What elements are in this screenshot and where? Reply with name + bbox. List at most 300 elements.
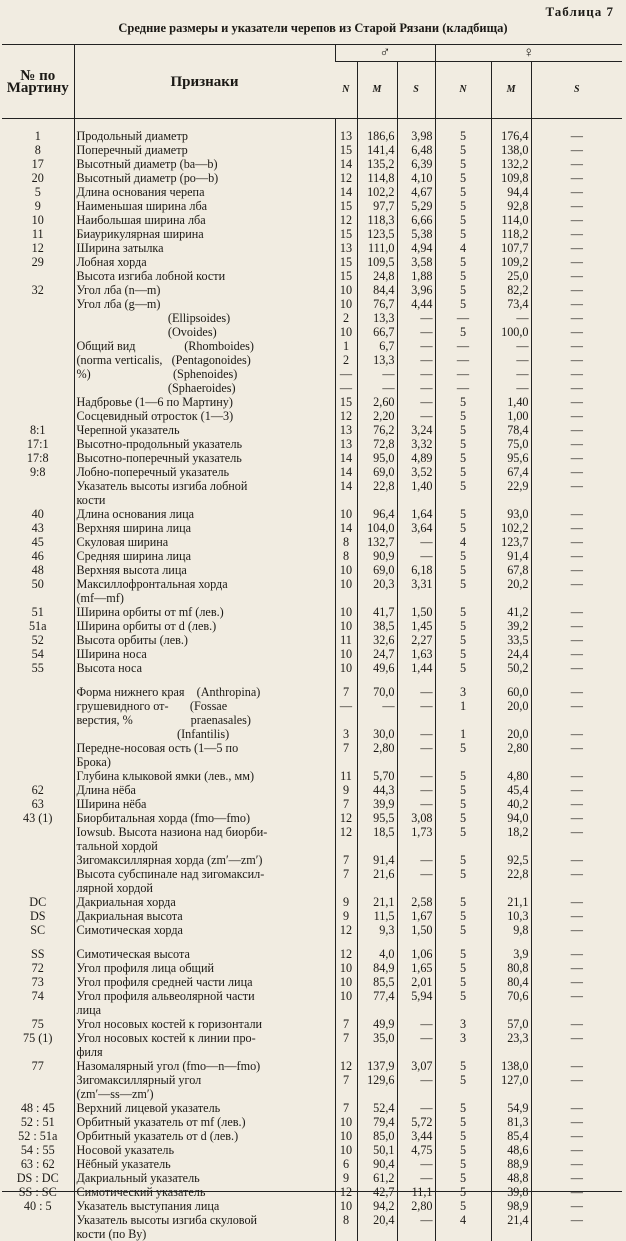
cell-m2: 94,0 bbox=[491, 811, 531, 825]
cell-s2: — bbox=[531, 1171, 622, 1185]
cell-no: 43 bbox=[2, 521, 74, 535]
cell-n1: 12 bbox=[335, 923, 357, 937]
cell-m2: — bbox=[491, 339, 531, 353]
cell-m2: 82,2 bbox=[491, 283, 531, 297]
cell-s2: — bbox=[531, 577, 622, 591]
cell-s1: 3,98 bbox=[397, 129, 435, 143]
spacer-cell bbox=[435, 119, 491, 130]
cell-m1: 13,3 bbox=[357, 311, 397, 325]
cell-n1: 13 bbox=[335, 129, 357, 143]
cell-m2 bbox=[491, 881, 531, 895]
cell-label: Симотическая высота bbox=[74, 947, 335, 961]
cell-s2: — bbox=[531, 255, 622, 269]
cell-s2: — bbox=[531, 549, 622, 563]
cell-label: Верхняя высота лица bbox=[74, 563, 335, 577]
cell-label: Длина основания черепа bbox=[74, 185, 335, 199]
header-female-m: M bbox=[491, 62, 531, 119]
cell-label: Надбровье (1—6 по Мартину) bbox=[74, 395, 335, 409]
cell-m1: 90,4 bbox=[357, 1157, 397, 1171]
cell-n2: 5 bbox=[435, 1129, 491, 1143]
cell-s1 bbox=[397, 1045, 435, 1059]
cell-s1: 6,48 bbox=[397, 143, 435, 157]
cell-m1: 61,2 bbox=[357, 1171, 397, 1185]
table-row bbox=[2, 797, 622, 811]
cell-no bbox=[2, 1045, 74, 1059]
cell-s2: — bbox=[531, 1059, 622, 1073]
cell-s2: — bbox=[531, 367, 622, 381]
cell-s1: 1,88 bbox=[397, 269, 435, 283]
cell-s2 bbox=[531, 755, 622, 769]
cell-m1 bbox=[357, 1227, 397, 1241]
table-row bbox=[2, 1045, 622, 1059]
cell-m1: 41,7 bbox=[357, 605, 397, 619]
cell-no: 12 bbox=[2, 241, 74, 255]
spacer-cell bbox=[531, 937, 622, 947]
spacer-cell bbox=[74, 675, 335, 685]
cell-m2: 109,2 bbox=[491, 255, 531, 269]
cell-no: 17:8 bbox=[2, 451, 74, 465]
cell-label: Угол носовых костей к горизонтали bbox=[74, 1017, 335, 1031]
cell-no: 74 bbox=[2, 989, 74, 1003]
cell-label: Угол носовых костей к линии про- bbox=[74, 1031, 335, 1045]
cell-m1: 66,7 bbox=[357, 325, 397, 339]
cell-m1: 44,3 bbox=[357, 783, 397, 797]
cell-m1: 69,0 bbox=[357, 563, 397, 577]
cell-no: 48 : 45 bbox=[2, 1101, 74, 1115]
cell-n2: 5 bbox=[435, 961, 491, 975]
table-row bbox=[2, 381, 622, 395]
cell-s1: 3,07 bbox=[397, 1059, 435, 1073]
cell-n1: 15 bbox=[335, 199, 357, 213]
cell-n2: 5 bbox=[435, 437, 491, 451]
cell-n1: 14 bbox=[335, 185, 357, 199]
cell-m1: 76,2 bbox=[357, 423, 397, 437]
cell-no bbox=[2, 769, 74, 783]
cell-n2: 5 bbox=[435, 213, 491, 227]
cell-n2: 5 bbox=[435, 1101, 491, 1115]
cell-s2: — bbox=[531, 213, 622, 227]
cell-label: Носовой указатель bbox=[74, 1143, 335, 1157]
cell-label: Лобная хорда bbox=[74, 255, 335, 269]
cell-label: (norma verticalis, (Pentagonoides) bbox=[74, 353, 335, 367]
cell-m2: 40,2 bbox=[491, 797, 531, 811]
cell-m1 bbox=[357, 1045, 397, 1059]
cell-n1: 15 bbox=[335, 255, 357, 269]
cell-m2: 22,9 bbox=[491, 479, 531, 493]
cell-s1: 5,72 bbox=[397, 1115, 435, 1129]
cell-no bbox=[2, 381, 74, 395]
cell-n1: 7 bbox=[335, 853, 357, 867]
cell-label: Высота носа bbox=[74, 661, 335, 675]
cell-label: Максиллофронтальная хорда bbox=[74, 577, 335, 591]
cell-n2 bbox=[435, 1227, 491, 1241]
cell-m1: 39,9 bbox=[357, 797, 397, 811]
cell-no bbox=[2, 311, 74, 325]
cell-n2 bbox=[435, 755, 491, 769]
cell-n2 bbox=[435, 1003, 491, 1017]
table-row bbox=[2, 647, 622, 661]
cell-n1 bbox=[335, 493, 357, 507]
cell-n1: 14 bbox=[335, 451, 357, 465]
cell-label: Биаурикулярная ширина bbox=[74, 227, 335, 241]
table-row bbox=[2, 1017, 622, 1031]
cell-s1: — bbox=[397, 1073, 435, 1087]
cell-n1: 7 bbox=[335, 797, 357, 811]
cell-n1 bbox=[335, 713, 357, 727]
cell-n1: 10 bbox=[335, 507, 357, 521]
cell-n2: 5 bbox=[435, 255, 491, 269]
cell-no: 52 : 51a bbox=[2, 1129, 74, 1143]
spacer-cell bbox=[531, 675, 622, 685]
cell-m2: 92,5 bbox=[491, 853, 531, 867]
cell-n1: 10 bbox=[335, 297, 357, 311]
cell-no: 1 bbox=[2, 129, 74, 143]
cell-no: 32 bbox=[2, 283, 74, 297]
cell-no: 5 bbox=[2, 185, 74, 199]
cell-m2: 18,2 bbox=[491, 825, 531, 839]
table-row bbox=[2, 283, 622, 297]
cell-n2 bbox=[435, 839, 491, 853]
cell-m1: 38,5 bbox=[357, 619, 397, 633]
table-row bbox=[2, 367, 622, 381]
cell-n2 bbox=[435, 493, 491, 507]
cell-s2: — bbox=[531, 311, 622, 325]
cell-n2: 5 bbox=[435, 895, 491, 909]
cell-n2: 5 bbox=[435, 227, 491, 241]
cell-n1: 12 bbox=[335, 1059, 357, 1073]
cell-m1: 186,6 bbox=[357, 129, 397, 143]
table-row bbox=[2, 1059, 622, 1073]
cell-m1: 32,6 bbox=[357, 633, 397, 647]
cell-s2: — bbox=[531, 283, 622, 297]
cell-n2: 5 bbox=[435, 975, 491, 989]
cell-s2: — bbox=[531, 699, 622, 713]
cell-m2: 20,0 bbox=[491, 727, 531, 741]
table-row bbox=[2, 619, 622, 633]
cell-n2: 4 bbox=[435, 1213, 491, 1227]
cell-s1 bbox=[397, 755, 435, 769]
cell-n2: — bbox=[435, 381, 491, 395]
spacer-cell bbox=[335, 937, 357, 947]
table-row bbox=[2, 311, 622, 325]
cell-n2: 5 bbox=[435, 923, 491, 937]
cell-s1: — bbox=[397, 1031, 435, 1045]
cell-n1: 13 bbox=[335, 241, 357, 255]
cell-n2: 1 bbox=[435, 699, 491, 713]
cell-m1: 70,0 bbox=[357, 685, 397, 699]
cell-m2 bbox=[491, 1003, 531, 1017]
table-row bbox=[2, 1171, 622, 1185]
cell-m2: 67,8 bbox=[491, 563, 531, 577]
cell-no bbox=[2, 1073, 74, 1087]
cell-s2 bbox=[531, 1227, 622, 1241]
cell-s2 bbox=[531, 881, 622, 895]
spacer-cell bbox=[397, 119, 435, 130]
cell-no: 40 bbox=[2, 507, 74, 521]
cell-m2: 50,2 bbox=[491, 661, 531, 675]
table-row bbox=[2, 1115, 622, 1129]
cell-s1: 4,44 bbox=[397, 297, 435, 311]
table-row bbox=[2, 395, 622, 409]
cell-no: 51 bbox=[2, 605, 74, 619]
cell-s1: 6,66 bbox=[397, 213, 435, 227]
cell-label: (Infantilis) bbox=[74, 727, 335, 741]
cell-label: Зигомаксиллярная хорда (zm′—zm′) bbox=[74, 853, 335, 867]
cell-m2: 39,8 bbox=[491, 1185, 531, 1199]
cell-n2: 5 bbox=[435, 605, 491, 619]
cell-n1 bbox=[335, 1227, 357, 1241]
cell-label: Симотический указатель bbox=[74, 1185, 335, 1199]
cell-s2: — bbox=[531, 143, 622, 157]
cell-n1 bbox=[335, 755, 357, 769]
cell-m2: 80,8 bbox=[491, 961, 531, 975]
table-row bbox=[2, 881, 622, 895]
cell-m2 bbox=[491, 1045, 531, 1059]
cell-label: Высотно-поперечный указатель bbox=[74, 451, 335, 465]
cell-s2: — bbox=[531, 325, 622, 339]
cell-m1: 135,2 bbox=[357, 157, 397, 171]
cell-n1: 12 bbox=[335, 171, 357, 185]
cell-m2: 4,80 bbox=[491, 769, 531, 783]
cell-m2: 109,8 bbox=[491, 171, 531, 185]
cell-s2: — bbox=[531, 1143, 622, 1157]
spacer-cell bbox=[74, 937, 335, 947]
cell-s2 bbox=[531, 713, 622, 727]
cell-n1: 10 bbox=[335, 647, 357, 661]
cell-m2 bbox=[491, 1087, 531, 1101]
cell-m1: 42,7 bbox=[357, 1185, 397, 1199]
cell-m1: 49,6 bbox=[357, 661, 397, 675]
cell-n2: 5 bbox=[435, 1073, 491, 1087]
cell-n2: 5 bbox=[435, 185, 491, 199]
cell-s1: — bbox=[397, 1213, 435, 1227]
table-row bbox=[2, 895, 622, 909]
table-row bbox=[2, 769, 622, 783]
cell-m1: 77,4 bbox=[357, 989, 397, 1003]
cell-s2: — bbox=[531, 563, 622, 577]
cell-m2: 107,7 bbox=[491, 241, 531, 255]
cell-s1: — bbox=[397, 727, 435, 741]
table-row bbox=[2, 839, 622, 853]
cell-s2: — bbox=[531, 507, 622, 521]
cell-m2: 95,6 bbox=[491, 451, 531, 465]
table-row bbox=[2, 699, 622, 713]
cell-m1: 85,5 bbox=[357, 975, 397, 989]
cell-m1: — bbox=[357, 699, 397, 713]
cell-s2: — bbox=[531, 339, 622, 353]
cell-n1: 10 bbox=[335, 961, 357, 975]
table-row bbox=[2, 713, 622, 727]
table-row bbox=[2, 129, 622, 143]
cell-s2: — bbox=[531, 685, 622, 699]
table-row bbox=[2, 297, 622, 311]
cell-s2: — bbox=[531, 909, 622, 923]
cell-n2: 3 bbox=[435, 1017, 491, 1031]
cell-n2: — bbox=[435, 339, 491, 353]
cell-s2: — bbox=[531, 1073, 622, 1087]
cell-m1: 5,70 bbox=[357, 769, 397, 783]
cell-label: Назомалярный угол (fmo—n—fmo) bbox=[74, 1059, 335, 1073]
table-row bbox=[2, 989, 622, 1003]
cell-s1: 3,44 bbox=[397, 1129, 435, 1143]
cell-no: SC bbox=[2, 923, 74, 937]
cell-s2: — bbox=[531, 1157, 622, 1171]
cell-label: верстия, % praenasales) bbox=[74, 713, 335, 727]
cell-n2: 5 bbox=[435, 1185, 491, 1199]
cell-s2: — bbox=[531, 895, 622, 909]
cell-s2: — bbox=[531, 783, 622, 797]
cell-n2: 5 bbox=[435, 507, 491, 521]
cell-label: Дакриальная высота bbox=[74, 909, 335, 923]
cell-m2: 23,3 bbox=[491, 1031, 531, 1045]
table-row bbox=[2, 535, 622, 549]
cell-no bbox=[2, 881, 74, 895]
cell-m2: 85,4 bbox=[491, 1129, 531, 1143]
table-row bbox=[2, 563, 622, 577]
cell-s1: 4,94 bbox=[397, 241, 435, 255]
table-row bbox=[2, 269, 622, 283]
cell-m2: 132,2 bbox=[491, 157, 531, 171]
table-row bbox=[2, 1227, 622, 1241]
cell-s1: 1,06 bbox=[397, 947, 435, 961]
cell-s2: — bbox=[531, 647, 622, 661]
cell-m2: 91,4 bbox=[491, 549, 531, 563]
table-row bbox=[2, 591, 622, 605]
cell-n1: 12 bbox=[335, 409, 357, 423]
cell-s1: 2,27 bbox=[397, 633, 435, 647]
cell-n2: 5 bbox=[435, 825, 491, 839]
cell-s2: — bbox=[531, 297, 622, 311]
header-female-s: S bbox=[531, 62, 622, 119]
cell-m2: 20,2 bbox=[491, 577, 531, 591]
cell-s1: 4,75 bbox=[397, 1143, 435, 1157]
cell-m2 bbox=[491, 713, 531, 727]
cell-s1: — bbox=[397, 535, 435, 549]
spacer-cell bbox=[491, 119, 531, 130]
cell-s1: 2,01 bbox=[397, 975, 435, 989]
cell-m1: 24,7 bbox=[357, 647, 397, 661]
cell-m1: 79,4 bbox=[357, 1115, 397, 1129]
cell-s2: — bbox=[531, 269, 622, 283]
cell-m1: 95,5 bbox=[357, 811, 397, 825]
cell-m1: 72,8 bbox=[357, 437, 397, 451]
cell-n2: 5 bbox=[435, 269, 491, 283]
table-row bbox=[2, 339, 622, 353]
cell-n2: 5 bbox=[435, 1115, 491, 1129]
cell-s2: — bbox=[531, 227, 622, 241]
header-male-m: M bbox=[357, 62, 397, 119]
cell-m2 bbox=[491, 493, 531, 507]
cell-m1: 2,20 bbox=[357, 409, 397, 423]
cell-no bbox=[2, 1003, 74, 1017]
cell-s1: 3,32 bbox=[397, 437, 435, 451]
cell-n2: 5 bbox=[435, 465, 491, 479]
cell-s2: — bbox=[531, 989, 622, 1003]
cell-s1 bbox=[397, 881, 435, 895]
cell-m2: 176,4 bbox=[491, 129, 531, 143]
cell-label: кости (по Ву) bbox=[74, 1227, 335, 1241]
cell-n2: 5 bbox=[435, 143, 491, 157]
cell-s1: 6,18 bbox=[397, 563, 435, 577]
cell-label: Высота субспинале над зигомаксил- bbox=[74, 867, 335, 881]
cell-m1: 111,0 bbox=[357, 241, 397, 255]
cell-m2 bbox=[491, 591, 531, 605]
cell-n1: 2 bbox=[335, 311, 357, 325]
cell-no bbox=[2, 685, 74, 699]
cell-n2: 5 bbox=[435, 423, 491, 437]
cell-n2: 5 bbox=[435, 647, 491, 661]
cell-s1: 1,44 bbox=[397, 661, 435, 675]
cell-m1: 22,8 bbox=[357, 479, 397, 493]
cell-s1: 3,58 bbox=[397, 255, 435, 269]
cell-s1: 4,67 bbox=[397, 185, 435, 199]
cell-s1: — bbox=[397, 339, 435, 353]
cell-no: 29 bbox=[2, 255, 74, 269]
cell-s2: — bbox=[531, 1101, 622, 1115]
cell-no bbox=[2, 741, 74, 755]
cell-n2: 5 bbox=[435, 577, 491, 591]
header-female-n: N bbox=[435, 62, 491, 119]
cell-no bbox=[2, 409, 74, 423]
cell-s2: — bbox=[531, 867, 622, 881]
cell-m2: 123,7 bbox=[491, 535, 531, 549]
header-feature: Признаки bbox=[74, 45, 335, 119]
cell-n2: 5 bbox=[435, 563, 491, 577]
cell-n2: 5 bbox=[435, 783, 491, 797]
cell-no: 50 bbox=[2, 577, 74, 591]
cell-s1: — bbox=[397, 1157, 435, 1171]
cell-n1: 7 bbox=[335, 867, 357, 881]
cell-n2: 5 bbox=[435, 409, 491, 423]
cell-n2: 5 bbox=[435, 1171, 491, 1185]
cell-n1: 7 bbox=[335, 1101, 357, 1115]
cell-no: 75 (1) bbox=[2, 1031, 74, 1045]
cell-label: Наименьшая ширина лба bbox=[74, 199, 335, 213]
table-row bbox=[2, 1101, 622, 1115]
cell-label: Зигомаксиллярный угол bbox=[74, 1073, 335, 1087]
cell-label: Симотическая хорда bbox=[74, 923, 335, 937]
cell-label: Биорбитальная хорда (fmo—fmo) bbox=[74, 811, 335, 825]
cell-no bbox=[2, 297, 74, 311]
cell-s1: 1,40 bbox=[397, 479, 435, 493]
cell-s1: — bbox=[397, 853, 435, 867]
cell-n1: 11 bbox=[335, 633, 357, 647]
cell-n2: 5 bbox=[435, 867, 491, 881]
cell-label: Указатель высоты изгиба скуловой bbox=[74, 1213, 335, 1227]
cell-n1: 10 bbox=[335, 283, 357, 297]
cell-s2: — bbox=[531, 521, 622, 535]
cell-no: 10 bbox=[2, 213, 74, 227]
cell-m2: 93,0 bbox=[491, 507, 531, 521]
cell-n2: 4 bbox=[435, 535, 491, 549]
cell-m1: 96,4 bbox=[357, 507, 397, 521]
cell-no: 45 bbox=[2, 535, 74, 549]
cell-m2: 94,4 bbox=[491, 185, 531, 199]
cell-n2: 5 bbox=[435, 283, 491, 297]
cell-n2: 5 bbox=[435, 297, 491, 311]
cell-label: Высотно-продольный указатель bbox=[74, 437, 335, 451]
cell-n2: 5 bbox=[435, 1059, 491, 1073]
cell-s2: — bbox=[531, 171, 622, 185]
cell-s1: 1,45 bbox=[397, 619, 435, 633]
table-row bbox=[2, 185, 622, 199]
cell-n1: 3 bbox=[335, 727, 357, 741]
cell-m1: 137,9 bbox=[357, 1059, 397, 1073]
cell-s1: 3,96 bbox=[397, 283, 435, 297]
cell-m2: 80,4 bbox=[491, 975, 531, 989]
cell-m2 bbox=[491, 755, 531, 769]
table-row bbox=[2, 867, 622, 881]
